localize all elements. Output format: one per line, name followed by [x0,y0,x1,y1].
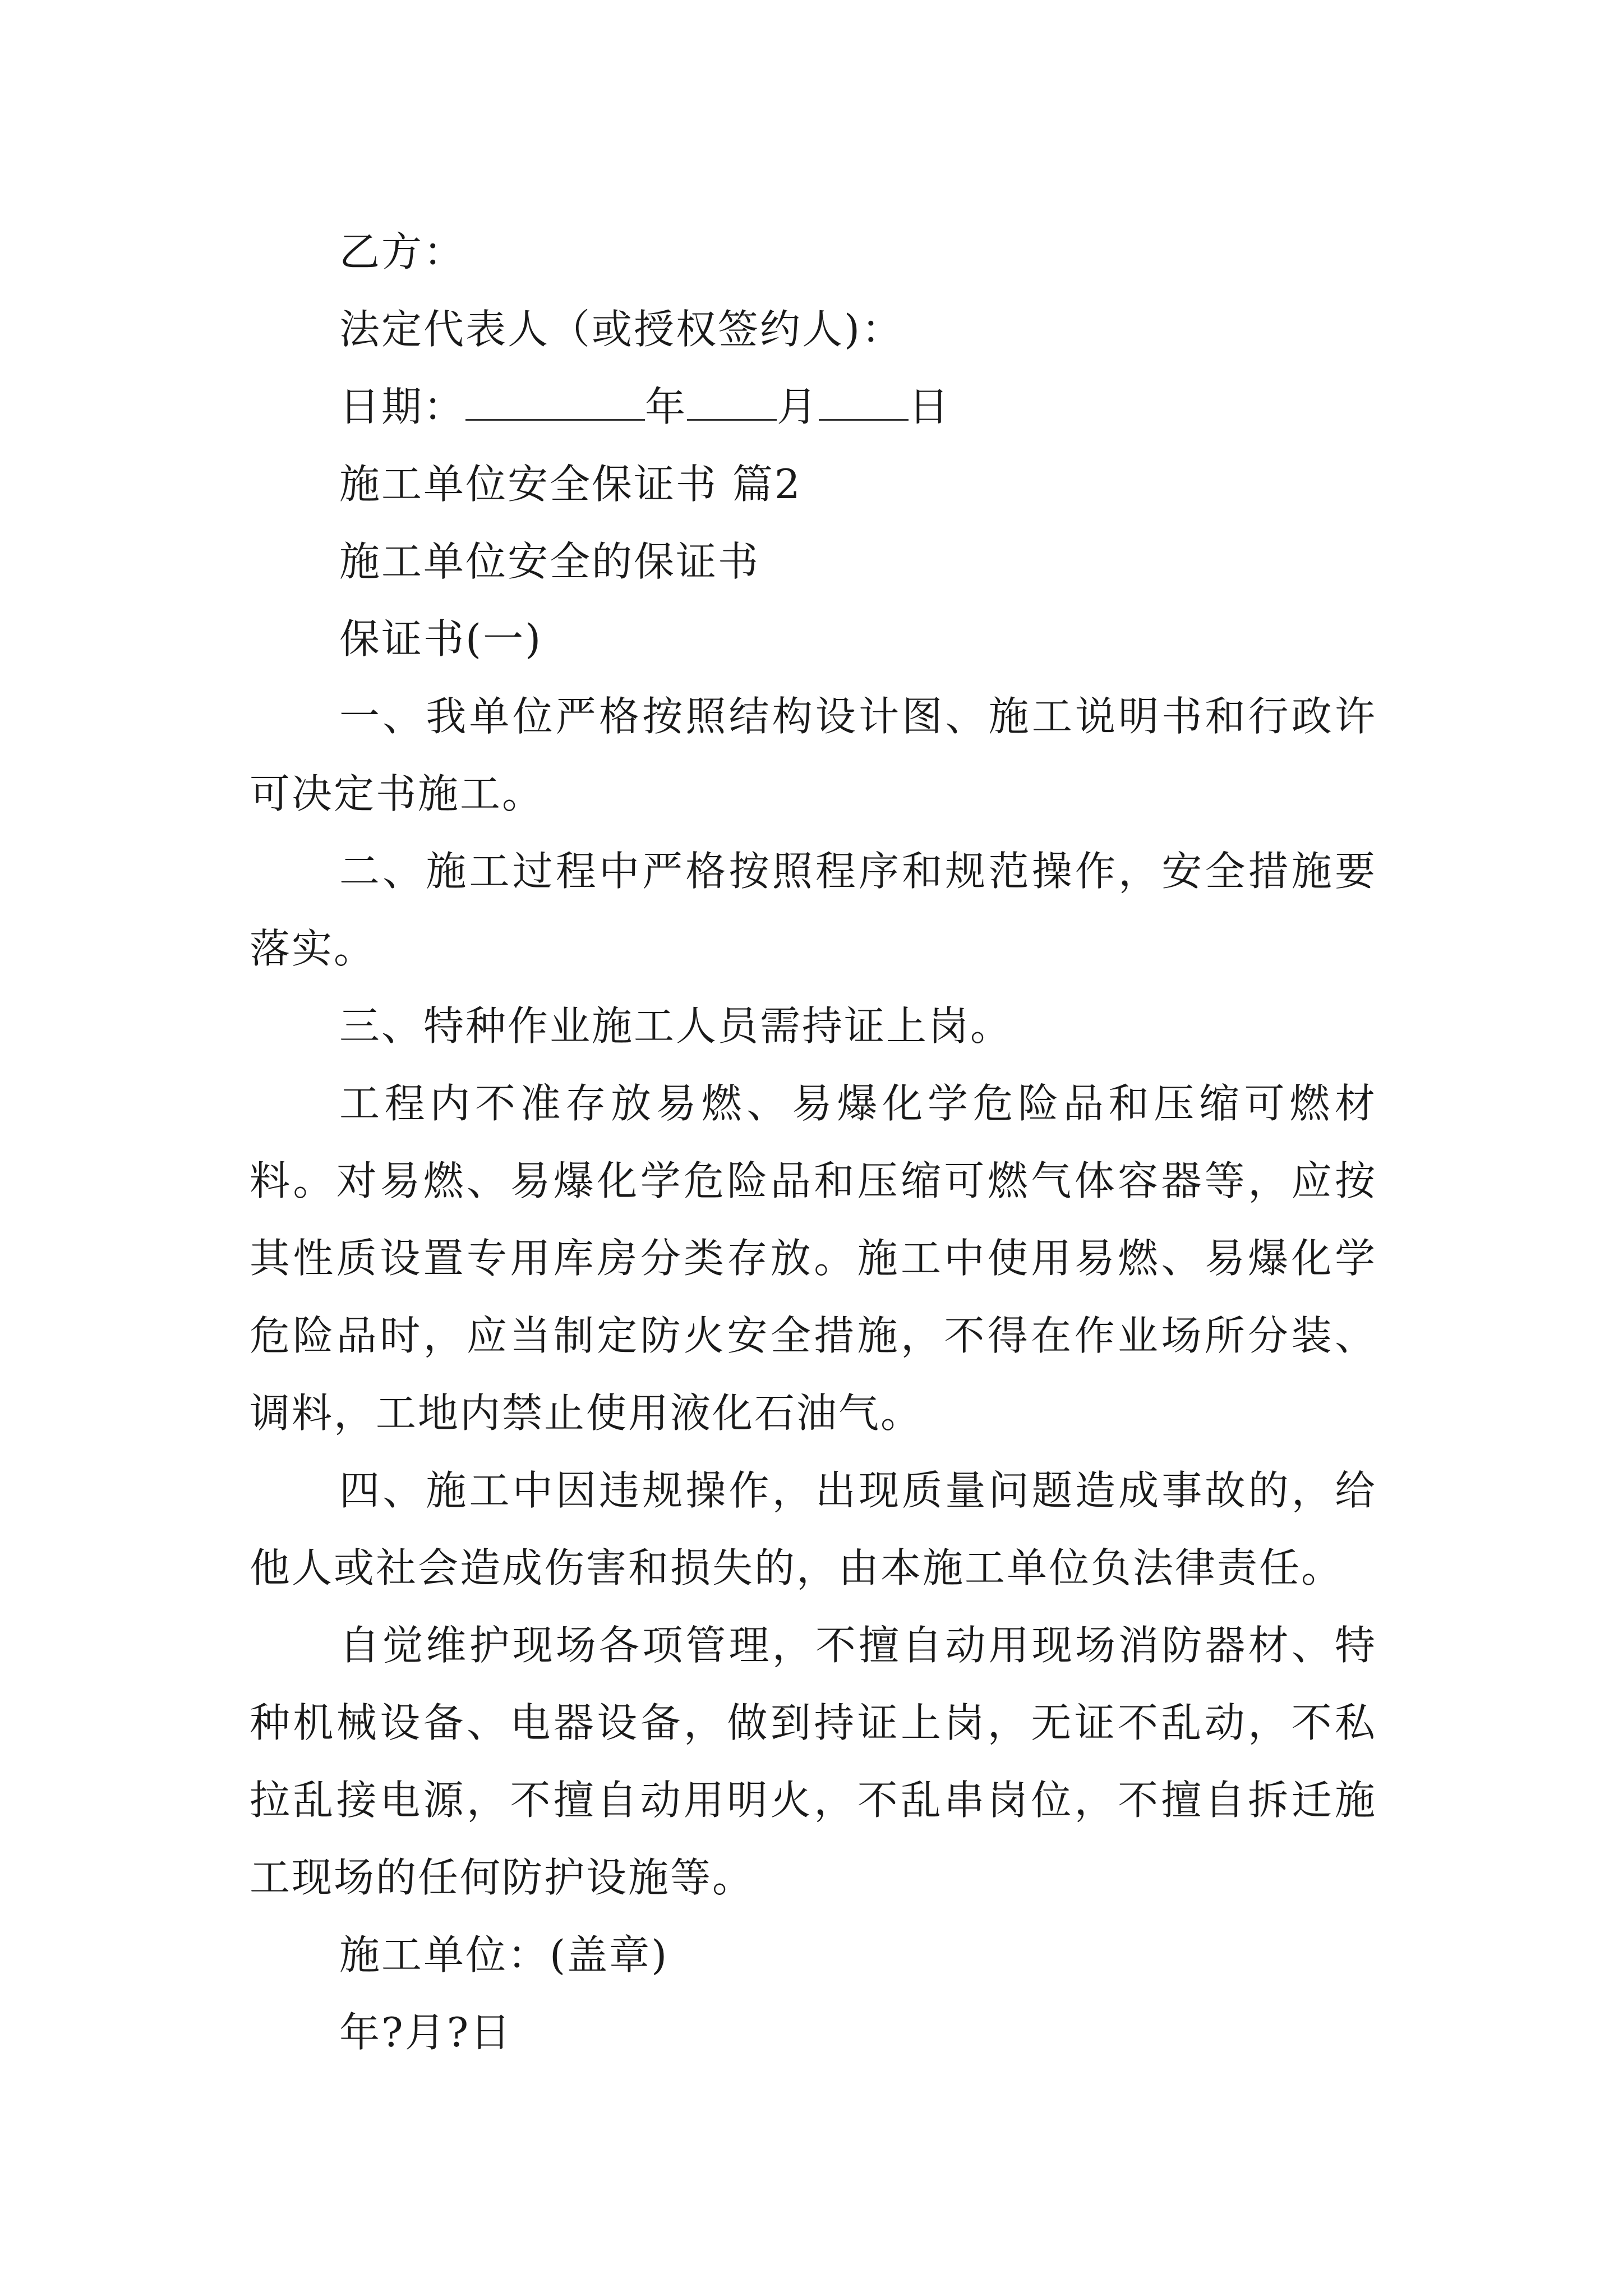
signature-unit: 施工单位：(盖章) [339,1931,669,1978]
date-label: 日期： [339,383,466,430]
paragraph-4: 工程内不准存放易燃、易爆化学危险品和压缩可燃材料。对易燃、易爆化学危险品和压缩可燃气体容器等，应按其性质设置专用库房分类存放。施工中使用易燃、易爆化学危险品时，应当制定防火安全措施，不得在作业场所分装、调料，工地内禁止使用液化石油气。 [250,1080,1377,1437]
paragraph-6: 自觉维护现场各项管理，不擅自动用现场消防器材、特种机械设备、电器设备，做到持证上岗，无证不乱动，不私拉乱接电源，不擅自动用明火，不乱串岗位，不擅自拆迁施工现场的任何防护设施等。 [250,1622,1377,1901]
month-blank [687,385,777,421]
paragraph-5: 四、施工中因违规操作，出现质量问题造成事故的，给他人或社会造成伤害和损失的，由本施工单位负法律责任。 [250,1467,1377,1591]
paragraph-2: 二、施工过程中严格按照程序和规范操作，安全措施要落实。 [250,848,1377,972]
day-blank [819,385,909,421]
date-line [250,368,1377,445]
signature-date: 年?月?日 [339,2009,513,2056]
party-b-label: 乙方： [339,228,466,275]
legal-representative-label: 法定代表人（或授权签约人)： [339,306,904,353]
year-blank [465,385,645,421]
document-subtitle: 保证书(一) [339,615,543,662]
section-heading: 施工单位安全保证书 篇2 [339,461,802,508]
month-label: 月 [777,383,819,430]
document-title: 施工单位安全的保证书 [339,538,760,585]
year-label: 年 [645,383,688,430]
document-body [250,213,1377,2071]
day-label: 日 [909,383,951,430]
paragraph-3: 三、特种作业施工人员需持证上岗。 [339,1002,1013,1050]
paragraph-1: 一、我单位严格按照结构设计图、施工说明书和行政许可决定书施工。 [250,693,1377,817]
